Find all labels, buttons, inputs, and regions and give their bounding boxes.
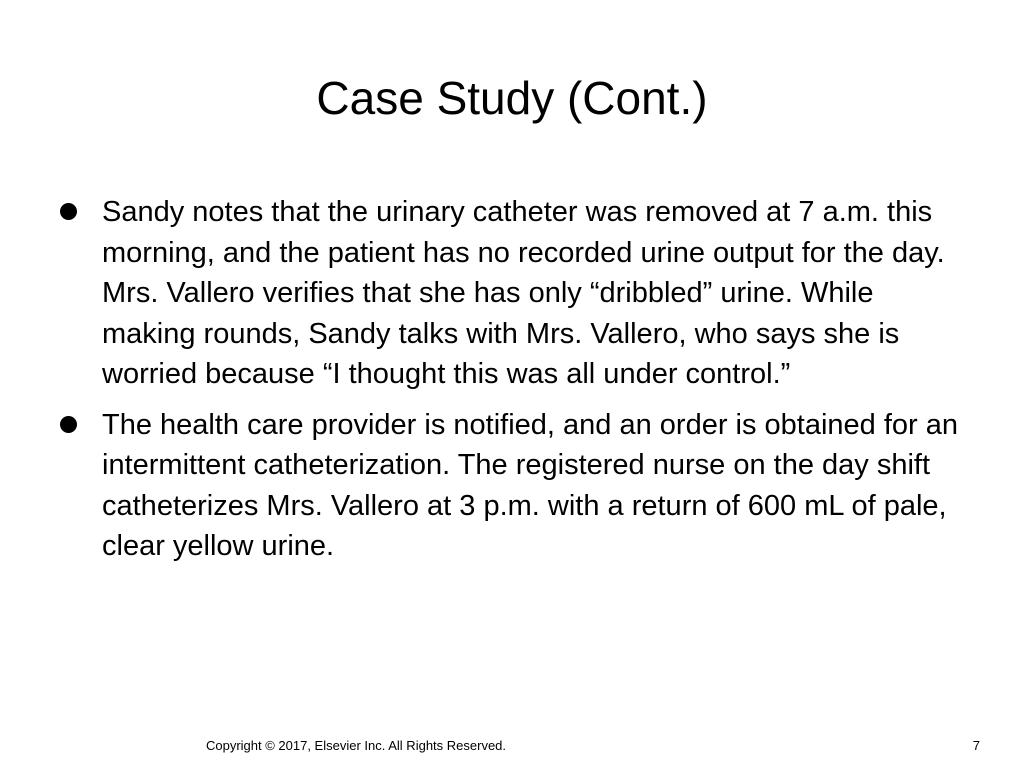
page-number: 7 — [972, 738, 980, 753]
bullet-dot-icon — [60, 203, 77, 220]
bullet-item — [54, 405, 974, 567]
bullet-dot-icon — [60, 416, 77, 433]
bullet-text: The health care provider is notified, and an order is obtained for an intermittent catheterization. The registered nurse on the day shift catheterizes Mrs. Vallero at 3 p.m. with a return of 600 mL of pale, clear yellow urine. — [102, 408, 959, 562]
bullet-text: Sandy notes that the urinary catheter was removed at 7 a.m. this morning, and the patient has no recorded urine output for the day. Mrs. Vallero verifies that she has only “dribbled” urine. While making rounds, Sandy talks with Mrs. Vallero, who says she is worried because “I thought this was all under control.” — [102, 196, 945, 390]
bullet-list — [54, 192, 974, 577]
footer-copyright: Copyright © 2017, Elsevier Inc. All Rights Reserved. — [205, 738, 507, 753]
bullet-item — [54, 192, 974, 395]
slide-title: Case Study (Cont.) — [316, 72, 708, 124]
